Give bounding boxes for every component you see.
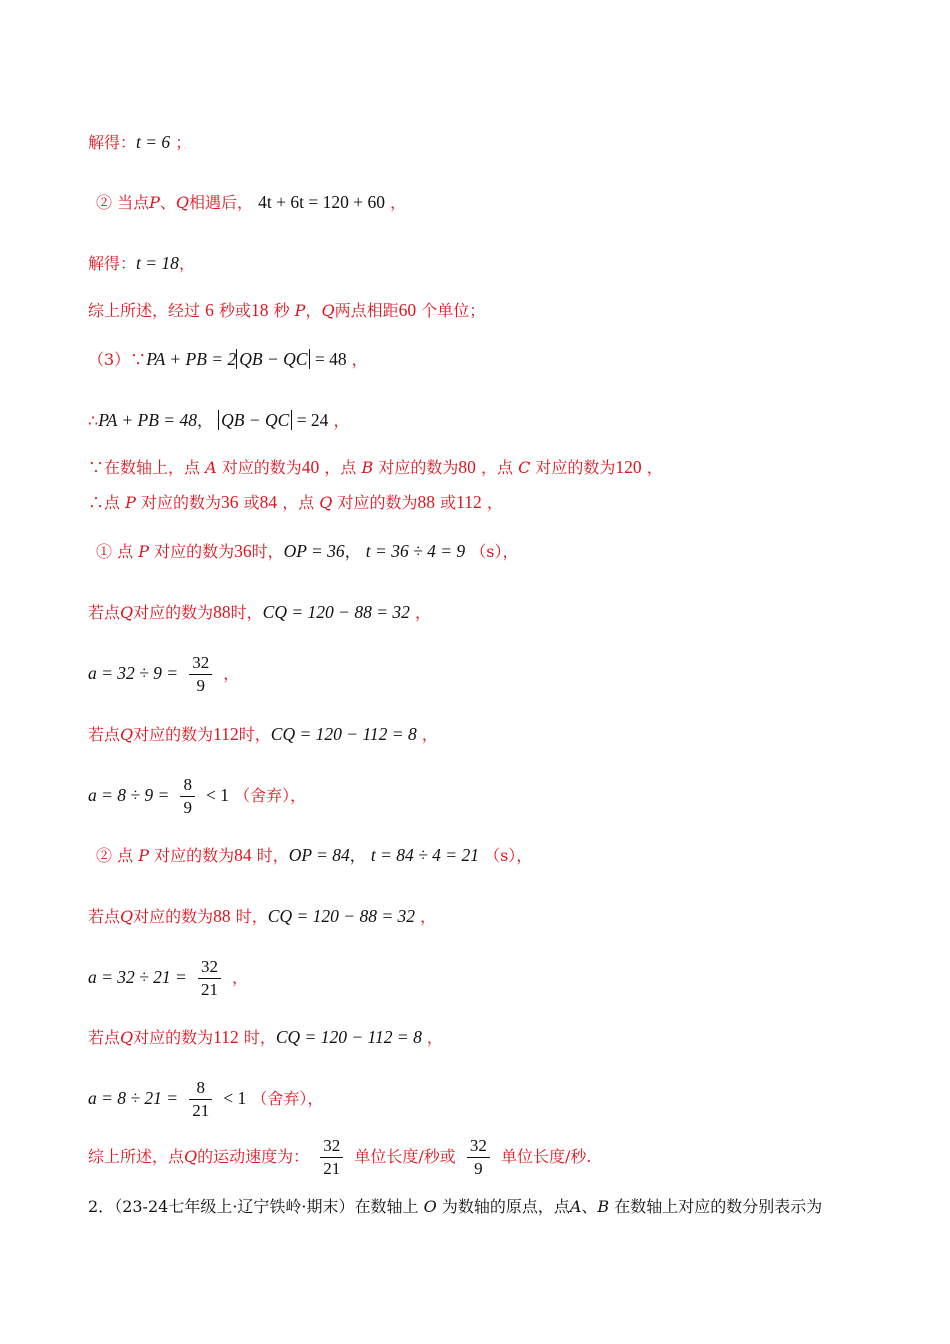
solution-line [96,191,406,214]
punct: ， [421,725,438,744]
punct: ， [426,1028,443,1047]
var-q: Q [120,603,134,622]
math-expression: OP = 36 [283,541,345,561]
math-expression: a = 32 ÷ 21 = [88,967,187,987]
punct: ， [305,301,322,320]
therefore-symbol: ∴ [88,411,99,430]
text: 对应的数为 [378,458,459,477]
solution-line [88,252,195,275]
fraction [198,956,221,1001]
text: 的运动速度为： [197,1147,310,1166]
var-q: Q [120,907,134,926]
solution-line [88,601,431,624]
punct: 、 [159,193,176,212]
solution-line [88,1026,443,1049]
punct: ， [333,411,350,430]
text: 若点 [88,1028,121,1047]
text: 综上所述，经过 [88,301,201,320]
solution-line [88,905,436,928]
solution-line [88,348,368,371]
solution-line [96,844,532,867]
number: 6 [205,300,214,320]
punct: ， [349,846,366,865]
text: 两点相距 [334,301,399,320]
solution-line [88,1075,323,1122]
comparison: < 1 [223,1088,247,1108]
fraction [467,1135,490,1180]
math-expression: OP = 84 [288,845,350,865]
text: 时， [235,907,268,926]
math-expression: = 24 [292,410,329,430]
solution-line [96,540,518,563]
text: ，点 [480,458,513,477]
solution-line [88,650,239,697]
number: 88 [417,492,436,512]
solution-line [88,723,438,746]
text: 对应的数为 [535,458,616,477]
text: 或 [243,493,260,512]
math-expression: t = 18 [136,253,179,273]
number: 112 [213,1027,239,1047]
var-p: P [138,846,149,865]
text: 时， [251,542,284,561]
numerator: 32 [320,1135,343,1158]
denominator: 21 [323,1159,341,1178]
text: 为数轴的原点，点 [441,1197,570,1216]
text: 对应的数为 [133,725,214,744]
var-p: P [149,193,160,212]
text: 对应的数为 [221,458,302,477]
var-a: A [205,458,217,477]
solution-line [88,131,191,154]
solution-line [88,299,485,322]
text: 点 [117,846,134,865]
text: 若点 [88,603,121,622]
circled-number: ② [96,193,113,212]
var-p: P [294,301,306,320]
text: 当点 [117,193,150,212]
math-expression: = 48 [310,349,347,369]
math-expression: a = 8 ÷ 9 = [88,785,170,805]
var-q: Q [120,725,134,744]
comparison: < 1 [206,785,230,805]
math-expression: a = 32 ÷ 9 = [88,663,179,683]
solution-line [88,772,306,819]
math-expression: t = 84 ÷ 4 = 21 [370,845,479,865]
label-text: 解得： [88,133,137,152]
number: 112 [213,724,239,744]
fraction [189,652,212,697]
math-expression: CQ = 120 − 112 = 8 [270,724,417,744]
text: ∵在数轴上，点 [88,458,201,477]
text: 对应的数为 [154,542,235,561]
punct: ； [175,133,192,152]
question-line [88,1196,822,1218]
punct: ， [351,350,368,369]
var-q: Q [321,301,335,320]
text: 点 [117,542,134,561]
label-text: （3）∵ [88,350,147,369]
text: 对应的数为 [133,1028,214,1047]
numerator: 8 [180,774,195,797]
text: 相遇后， [189,193,254,212]
text: 对应的数为 [140,493,221,512]
text: ，点 [282,493,315,512]
solution-line [88,954,248,1001]
math-expression: PA + PB = 2 [146,349,237,369]
text: 若点 [88,725,121,744]
text: ∴点 [88,493,121,512]
text: 在数轴上 [354,1197,419,1216]
numerator: 32 [189,652,212,675]
number: 88 [213,602,231,622]
punct: ， [486,493,503,512]
numerator: 32 [467,1135,490,1158]
text: 单位长度/秒. [500,1147,592,1166]
var-q: Q [319,493,333,512]
text: ，点 [324,458,357,477]
number: 120 [615,457,642,477]
punct: 、 [581,1197,598,1216]
solution-line [88,491,503,514]
math-expression: PA + PB = 48 [98,410,197,430]
text: 时， [243,1028,276,1047]
abs-expression: QB − QC [236,349,310,369]
text: 秒 [273,301,290,320]
math-expression: CQ = 120 − 112 = 8 [275,1027,422,1047]
punct: ， [646,458,663,477]
fraction [189,1077,212,1122]
circled-number: ② [96,846,113,865]
circled-number: ① [96,542,113,561]
punct: ， [344,542,361,561]
text: 单位长度/秒或 [354,1147,456,1166]
solution-line [88,456,663,479]
denominator: 21 [200,980,218,999]
text: 时， [238,725,271,744]
punct: ， [415,603,432,622]
denominator: 21 [192,1101,210,1120]
fraction [320,1135,343,1180]
solution-line [88,1134,591,1180]
math-expression: t = 36 ÷ 4 = 9 [365,541,466,561]
text: 时， [256,846,289,865]
number: 80 [458,457,476,477]
text: 在数轴上对应的数分别表示为 [614,1197,823,1216]
punct: ， [232,968,249,987]
text: 时， [230,603,263,622]
var-a: A [569,1197,582,1216]
text: 或 [440,493,457,512]
math-expression: CQ = 120 − 88 = 32 [267,906,416,926]
number: 40 [301,457,320,477]
numerator: 8 [189,1077,212,1100]
number: 36 [234,541,252,561]
number: 112 [456,492,482,512]
fraction [180,774,195,819]
var-b: B [597,1197,610,1216]
note: （舍弃）， [234,786,307,805]
math-expression: CQ = 120 − 88 = 32 [262,602,410,622]
solution-line [88,409,350,432]
denominator: 9 [474,1159,483,1178]
punct: ， [197,411,214,430]
punct: ， [223,664,240,683]
var-p: P [138,542,149,561]
denominator: 9 [196,676,205,695]
punct: ， [390,193,407,212]
var-o: O [423,1197,437,1216]
math-expression: a = 8 ÷ 21 = [88,1088,179,1108]
number: 36 [220,492,239,512]
number: 84 [259,492,278,512]
math-expression: 4t + 6t = 120 + 60 [258,192,385,212]
unit: （s）， [470,542,519,561]
text: 对应的数为 [133,907,214,926]
punct: ， [420,907,437,926]
var-q: Q [120,1028,134,1047]
denominator: 9 [183,798,192,817]
var-b: B [361,458,374,477]
var-q: Q [184,1147,198,1166]
punct: ， [178,254,195,273]
abs-expression: QB − QC [218,410,292,430]
var-q: Q [175,193,190,212]
text: 若点 [88,907,121,926]
unit: （s）， [484,846,533,865]
number: 84 [234,845,252,865]
text: 秒或 [218,301,251,320]
note: （舍弃）， [251,1089,324,1108]
math-expression: t = 6 [136,132,171,152]
question-source: （23-24七年级上·辽宁铁岭·期末） [114,1197,355,1216]
var-p: P [125,493,136,512]
var-c: C [518,458,531,477]
question-number: 2． [88,1197,115,1216]
numerator: 32 [198,956,221,979]
text: 综上所述，点 [88,1147,185,1166]
text: 个单位； [421,301,486,320]
label-text: 解得： [88,254,137,273]
number: 88 [213,906,231,926]
number: 60 [398,300,417,320]
text: 对应的数为 [133,603,214,622]
text: 对应的数为 [154,846,235,865]
text: 对应的数为 [337,493,418,512]
number: 18 [250,300,269,320]
